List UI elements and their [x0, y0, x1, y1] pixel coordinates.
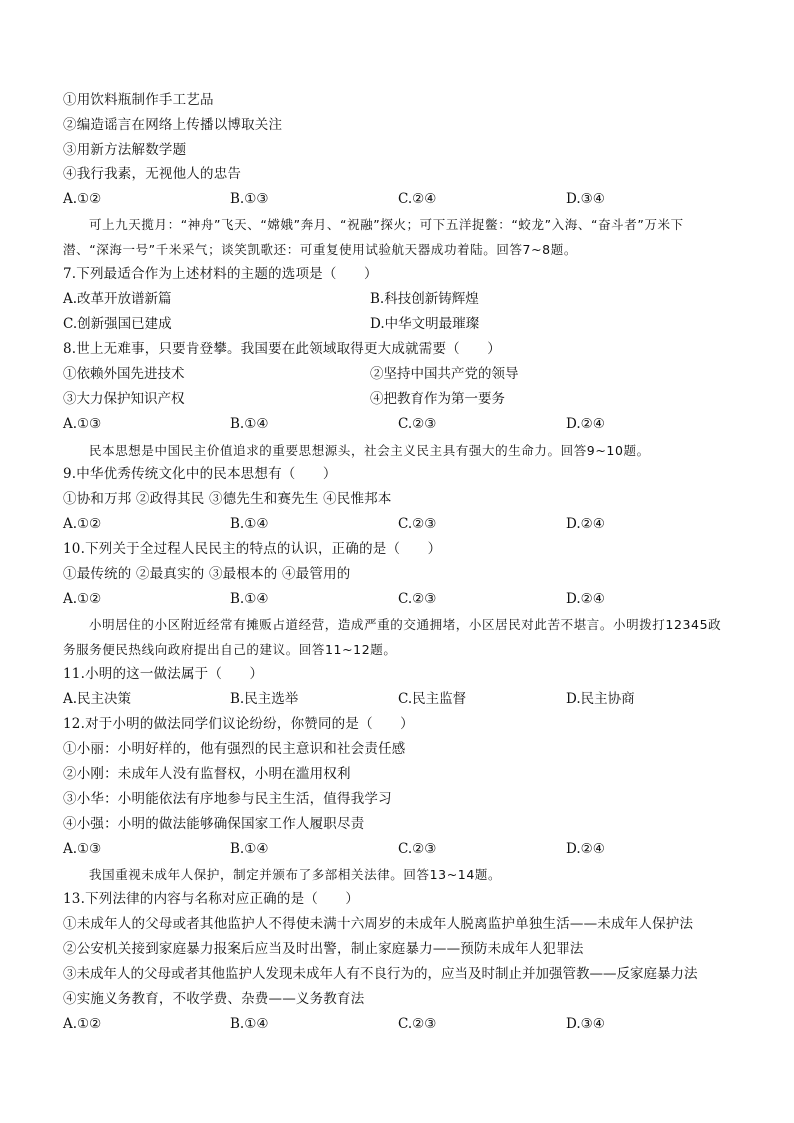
q6-option-b[interactable]: B.①③: [230, 191, 269, 207]
q10-option-c[interactable]: C.②③: [398, 591, 437, 607]
material-7-8: 可上九天揽月：“神舟”飞天、“嫦娥”奔月、“祝融”探火；可下五洋捉鳖：“蛟龙”入海、“奋斗者”万米下潜、“深海一号”千米采气；谈笑凯歌还：可重复使用试验航天器成功着陆。回答7~8题。: [63, 217, 684, 257]
q13-stem: 13.下列法律的内容与名称对应正确的是（ ）: [63, 891, 360, 907]
q11-option-d[interactable]: D.民主协商: [566, 691, 635, 707]
q6-item-4: ④我行我素，无视他人的忠告: [63, 166, 242, 182]
material-13-14: 我国重视未成年人保护，制定并颁布了多部相关法律。回答13~14题。: [89, 867, 502, 882]
q7-options-row1: [63, 289, 723, 309]
q10-option-a[interactable]: A.①②: [63, 591, 102, 607]
q11-option-a[interactable]: A.民主决策: [63, 691, 132, 707]
q7-option-b[interactable]: B.科技创新铸辉煌: [370, 291, 479, 307]
material-9-10: 民本思想是中国民主价值追求的重要思想源头，社会主义民主具有强大的生命力。回答9~10题。: [89, 443, 650, 458]
q13-item-2: ②公安机关接到家庭暴力报案后应当及时出警，制止家庭暴力——预防未成年人犯罪法: [63, 941, 584, 957]
q10-options: [63, 589, 723, 609]
q6-item-1: ①用饮料瓶制作手工艺品: [63, 92, 214, 108]
q9-items: ①协和万邦 ②政得其民 ③德先生和赛先生 ④民惟邦本: [63, 491, 392, 507]
q11-option-b[interactable]: B.民主选举: [230, 691, 299, 707]
q10-items: ①最传统的 ②最真实的 ③最根本的 ④最管用的: [63, 566, 351, 582]
q8-items-row2: [63, 389, 723, 409]
q12-option-b[interactable]: B.①④: [230, 841, 269, 857]
q8-option-c[interactable]: C.②③: [398, 416, 437, 432]
q8-item-1: ①依赖外国先进技术: [63, 366, 185, 382]
q13-option-c[interactable]: C.②③: [398, 1016, 437, 1032]
q8-stem: 8.世上无难事，只要肯登攀。我国要在此领域取得更大成就需要（ ）: [63, 341, 501, 357]
q12-stem: 12.对于小明的做法同学们议论纷纷，你赞同的是（ ）: [63, 716, 414, 732]
q6-item-3: ③用新方法解数学题: [63, 142, 187, 158]
q10-stem: 10.下列关于全过程人民民主的特点的认识，正确的是（ ）: [63, 541, 442, 557]
q9-option-a[interactable]: A.①②: [63, 516, 102, 532]
q13-item-4: ④实施义务教育，不收学费、杂费——义务教育法: [63, 991, 365, 1007]
q12-option-d[interactable]: D.②④: [566, 841, 605, 857]
q12-item-2: ②小刚：未成年人没有监督权，小明在滥用权利: [63, 766, 351, 782]
q12-item-3: ③小华：小明能依法有序地参与民主生活，值得我学习: [63, 791, 392, 807]
q8-option-a[interactable]: A.①③: [63, 416, 102, 432]
q12-item-1: ①小丽：小明好样的，他有强烈的民主意识和社会责任感: [63, 741, 406, 757]
q8-item-3: ③大力保护知识产权: [63, 391, 185, 407]
q13-options: [63, 1014, 723, 1034]
q9-option-c[interactable]: C.②③: [398, 516, 437, 532]
q9-stem: 9.中华优秀传统文化中的民本思想有（ ）: [63, 466, 337, 482]
q8-item-4: ④把教育作为第一要务: [370, 391, 505, 407]
q9-option-d[interactable]: D.②④: [566, 516, 605, 532]
q8-option-b[interactable]: B.①④: [230, 416, 269, 432]
q6-option-a[interactable]: A.①②: [63, 191, 102, 207]
q6-item-2: ②编造谣言在网络上传播以博取关注: [63, 117, 283, 133]
q6-option-d[interactable]: D.③④: [566, 191, 605, 207]
q6-option-c[interactable]: C.②④: [398, 191, 437, 207]
q7-stem: 7.下列最适合作为上述材料的主题的选项是（ ）: [63, 266, 378, 282]
q12-option-a[interactable]: A.①③: [63, 841, 102, 857]
q12-item-4: ④小强：小明的做法能够确保国家工作人履职尽责: [63, 816, 365, 832]
q11-options: [63, 689, 723, 709]
q13-option-a[interactable]: A.①②: [63, 1016, 102, 1032]
q11-stem: 11.小明的这一做法属于（ ）: [63, 666, 264, 682]
q7-option-c[interactable]: C.创新强国已建成: [63, 316, 172, 332]
q9-options: [63, 514, 723, 534]
q8-options: [63, 414, 723, 434]
q13-option-d[interactable]: D.③④: [566, 1016, 605, 1032]
q10-option-d[interactable]: D.②④: [566, 591, 605, 607]
q13-item-1: ①未成年人的父母或者其他监护人不得使未满十六周岁的未成年人脱离监护单独生活——未成年人保护法: [63, 916, 694, 932]
q11-option-c[interactable]: C.民主监督: [398, 691, 467, 707]
q6-options: [63, 189, 723, 209]
q7-option-d[interactable]: D.中华文明最璀璨: [370, 316, 480, 332]
q7-options-row2: [63, 314, 723, 334]
q9-option-b[interactable]: B.①④: [230, 516, 269, 532]
q7-option-a[interactable]: A.改革开放谱新篇: [63, 291, 172, 307]
q8-item-2: ②坚持中国共产党的领导: [370, 366, 519, 382]
material-11-12: 小明居住的小区附近经常有摊贩占道经营，造成严重的交通拥堵，小区居民对此苦不堪言。小明拨打12345政务服务便民热线向政府提出自己的建议。回答11~12题。: [63, 617, 722, 657]
q12-options: [63, 839, 723, 859]
q8-option-d[interactable]: D.②④: [566, 416, 605, 432]
q13-item-3: ③未成年人的父母或者其他监护人发现未成年人有不良行为的，应当及时制止并加强管教——反家庭暴力法: [63, 966, 698, 982]
q12-option-c[interactable]: C.②③: [398, 841, 437, 857]
q10-option-b[interactable]: B.①④: [230, 591, 269, 607]
q8-items-row1: [63, 364, 723, 384]
q13-option-b[interactable]: B.①④: [230, 1016, 269, 1032]
